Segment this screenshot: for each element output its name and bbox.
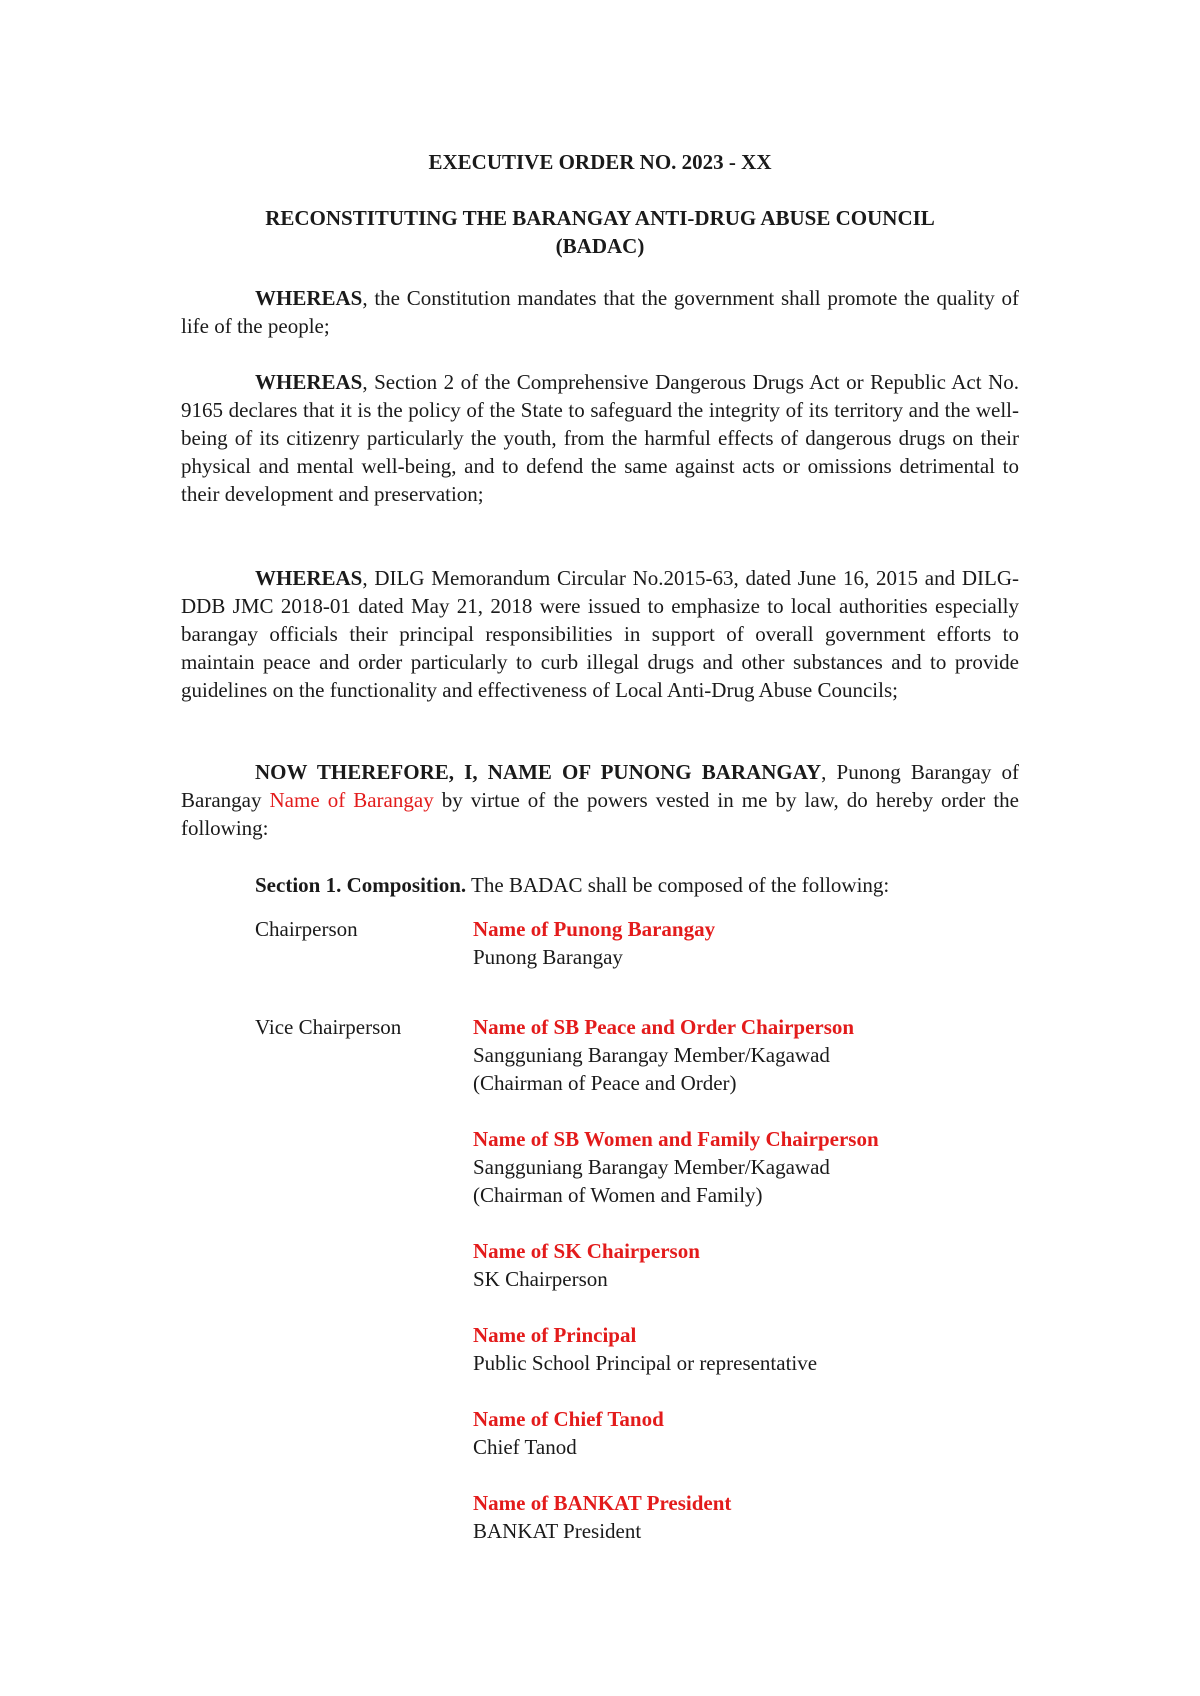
order-title-heading — [0, 204, 1200, 260]
barangay-name-placeholder: Name of Barangay — [269, 788, 434, 812]
member-role-detail: (Chairman of Women and Family) — [473, 1183, 763, 1207]
vice-chairperson-label: Vice Chairperson — [255, 1015, 402, 1039]
member-entry — [473, 1237, 1013, 1293]
order-number-heading: EXECUTIVE ORDER NO. 2023 - XX — [428, 150, 772, 174]
whereas-text: , the Constitution mandates that the government shall promote the quality of life of the people; — [181, 286, 1019, 338]
now-therefore-lead: NOW THEREFORE, I, NAME OF PUNONG BARANGAY — [255, 760, 822, 784]
section-1-paragraph — [255, 871, 1015, 899]
member-entry — [473, 915, 1013, 971]
whereas-text: , Section 2 of the Comprehensive Dangerous Drugs Act or Republic Act No. 9165 declares that it is the policy of the State to safeguard the integrity of its territory and the well-being of its citizenry particularly the youth, from the harmful effects of dangerous drugs on their physical and mental well-being, and to defend the same against acts or omissions detrimental to their development and preservation; — [181, 370, 1019, 506]
member-role-detail: (Chairman of Peace and Order) — [473, 1071, 737, 1095]
member-name: Name of Principal — [473, 1323, 637, 1347]
section-1-label: Section 1. Composition. — [255, 873, 467, 897]
member-name: Name of SB Peace and Order Chairperson — [473, 1015, 855, 1039]
member-role: Chief Tanod — [473, 1435, 577, 1459]
whereas-text: , DILG Memorandum Circular No.2015-63, dated June 16, 2015 and DILG-DDB JMC 2018-01 dated May 21, 2018 were issued to emphasize to local authorities especially barangay officials their principal responsibilities in support of overall government efforts to maintain peace and order particularly to curb illegal drugs and other substances and to provide guidelines on the functionality and effectiveness of Local Anti-Drug Abuse Councils; — [181, 566, 1019, 702]
member-entry — [473, 1405, 1013, 1461]
member-role: Public School Principal or representative — [473, 1351, 818, 1375]
member-name: Name of Punong Barangay — [473, 917, 716, 941]
now-therefore-text-a: , Punong Barangay of Barangay — [181, 760, 1019, 812]
whereas-paragraph-3 — [181, 564, 1019, 704]
now-therefore-text-b: by virtue of the powers vested in me by law, do hereby order the following: — [181, 788, 1019, 840]
whereas-paragraph-1 — [181, 284, 1019, 340]
member-entry — [473, 1489, 1013, 1545]
member-name: Name of BANKAT President — [473, 1491, 732, 1515]
chairperson-label: Chairperson — [255, 917, 358, 941]
member-role: SK Chairperson — [473, 1267, 608, 1291]
now-therefore-paragraph — [181, 758, 1019, 842]
member-name: Name of SB Women and Family Chairperson — [473, 1127, 879, 1151]
member-role: Sangguniang Barangay Member/Kagawad — [473, 1155, 830, 1179]
whereas-paragraph-2 — [181, 368, 1019, 508]
member-entry — [473, 1125, 1013, 1209]
whereas-lead: WHEREAS — [255, 370, 363, 394]
member-entry — [473, 1013, 1013, 1097]
member-entry — [473, 1321, 1013, 1377]
whereas-lead: WHEREAS — [255, 286, 363, 310]
member-role: Punong Barangay — [473, 945, 623, 969]
order-title-line2: (BADAC) — [555, 234, 645, 258]
whereas-lead: WHEREAS — [255, 566, 363, 590]
member-role: Sangguniang Barangay Member/Kagawad — [473, 1043, 830, 1067]
section-1-text: The BADAC shall be composed of the following: — [466, 873, 890, 897]
member-name: Name of Chief Tanod — [473, 1407, 664, 1431]
member-name: Name of SK Chairperson — [473, 1239, 700, 1263]
order-title-line1: RECONSTITUTING THE BARANGAY ANTI-DRUG ABUSE COUNCIL — [265, 206, 935, 230]
member-role: BANKAT President — [473, 1519, 642, 1543]
